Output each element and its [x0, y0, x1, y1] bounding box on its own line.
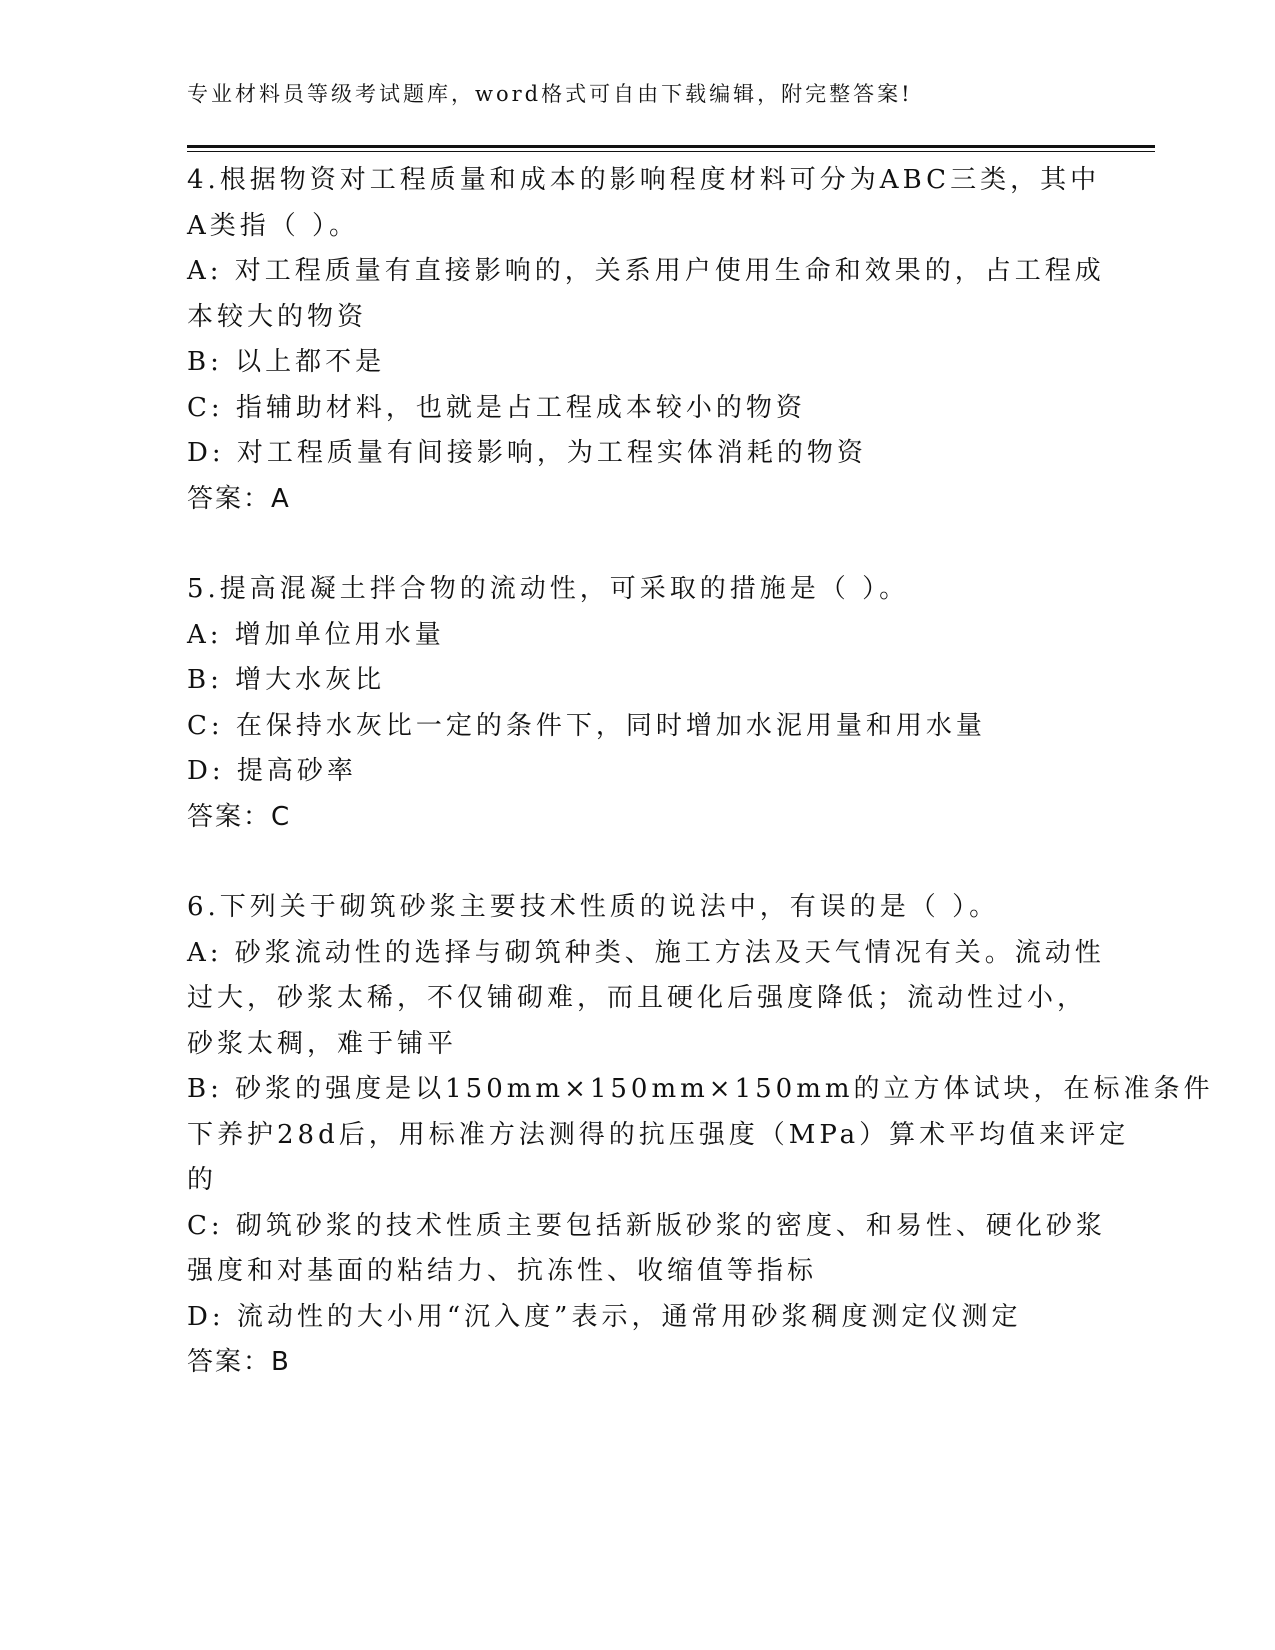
option-a-line: 砂浆太稠，难于铺平 — [187, 1028, 458, 1059]
option-a-line: A: 增加单位用水量 — [187, 619, 445, 650]
option-d-line: D: 提高砂率 — [187, 756, 357, 786]
option-a-line: A: 对工程质量有直接影响的，关系用户使用生命和效果的，占工程成 — [187, 256, 1105, 286]
option-b-line: B: 增大水灰比 — [187, 665, 386, 695]
option-b-line: B: 以上都不是 — [187, 347, 386, 377]
page-header: 专业材料员等级考试题库，word格式可自由下载编辑，附完整答案! — [187, 82, 913, 106]
answer-line: 答案：A — [187, 483, 291, 514]
option-c-line: C: 在保持水灰比一定的条件下，同时增加水泥用量和用水量 — [187, 710, 986, 741]
question-4 — [187, 158, 1105, 522]
question-stem-line: A类指（ ）。 — [187, 210, 360, 241]
option-c-line: C: 砌筑砂浆的技术性质主要包括新版砂浆的密度、和易性、硬化砂浆 — [187, 1210, 1106, 1241]
option-a-line: 本较大的物资 — [187, 301, 368, 332]
option-b-line: 下养护28d后，用标准方法测得的抗压强度（MPa）算术平均值来评定 — [187, 1119, 1130, 1150]
answer-line: 答案：B — [187, 1347, 291, 1377]
option-a-line: A: 砂浆流动性的选择与砌筑种类、施工方法及天气情况有关。流动性 — [187, 937, 1105, 968]
question-stem-line: 4.根据物资对工程质量和成本的影响程度材料可分为ABC三类，其中 — [187, 165, 1101, 195]
option-c-line: C: 指辅助材料，也就是占工程成本较小的物资 — [187, 392, 806, 423]
question-list — [187, 158, 1214, 1386]
option-d-line: D: 对工程质量有间接影响，为工程实体消耗的物资 — [187, 438, 867, 468]
question-stem-line: 6.下列关于砌筑砂浆主要技术性质的说法中，有误的是（ ）。 — [187, 892, 1000, 922]
question-5 — [187, 567, 1087, 840]
question-stem-line: 5.提高混凝土拌合物的流动性，可采取的措施是（ ）。 — [187, 574, 910, 604]
header-rule-thick — [187, 145, 1155, 148]
answer-line: 答案：C — [187, 801, 292, 832]
header-rule-thin — [187, 151, 1155, 152]
option-c-line: 强度和对基面的粘结力、抗冻性、收缩值等指标 — [187, 1256, 818, 1286]
option-b-line: 的 — [187, 1165, 218, 1195]
option-b-line: B: 砂浆的强度是以150mm×150mm×150mm的立方体试块，在标准条件 — [187, 1074, 1214, 1104]
option-d-line: D: 流动性的大小用“沉入度”表示，通常用砂浆稠度测定仪测定 — [187, 1301, 1022, 1332]
option-a-line: 过大，砂浆太稀，不仅铺砌难，而且硬化后强度降低；流动性过小， — [187, 983, 1088, 1013]
question-6 — [187, 885, 1214, 1386]
